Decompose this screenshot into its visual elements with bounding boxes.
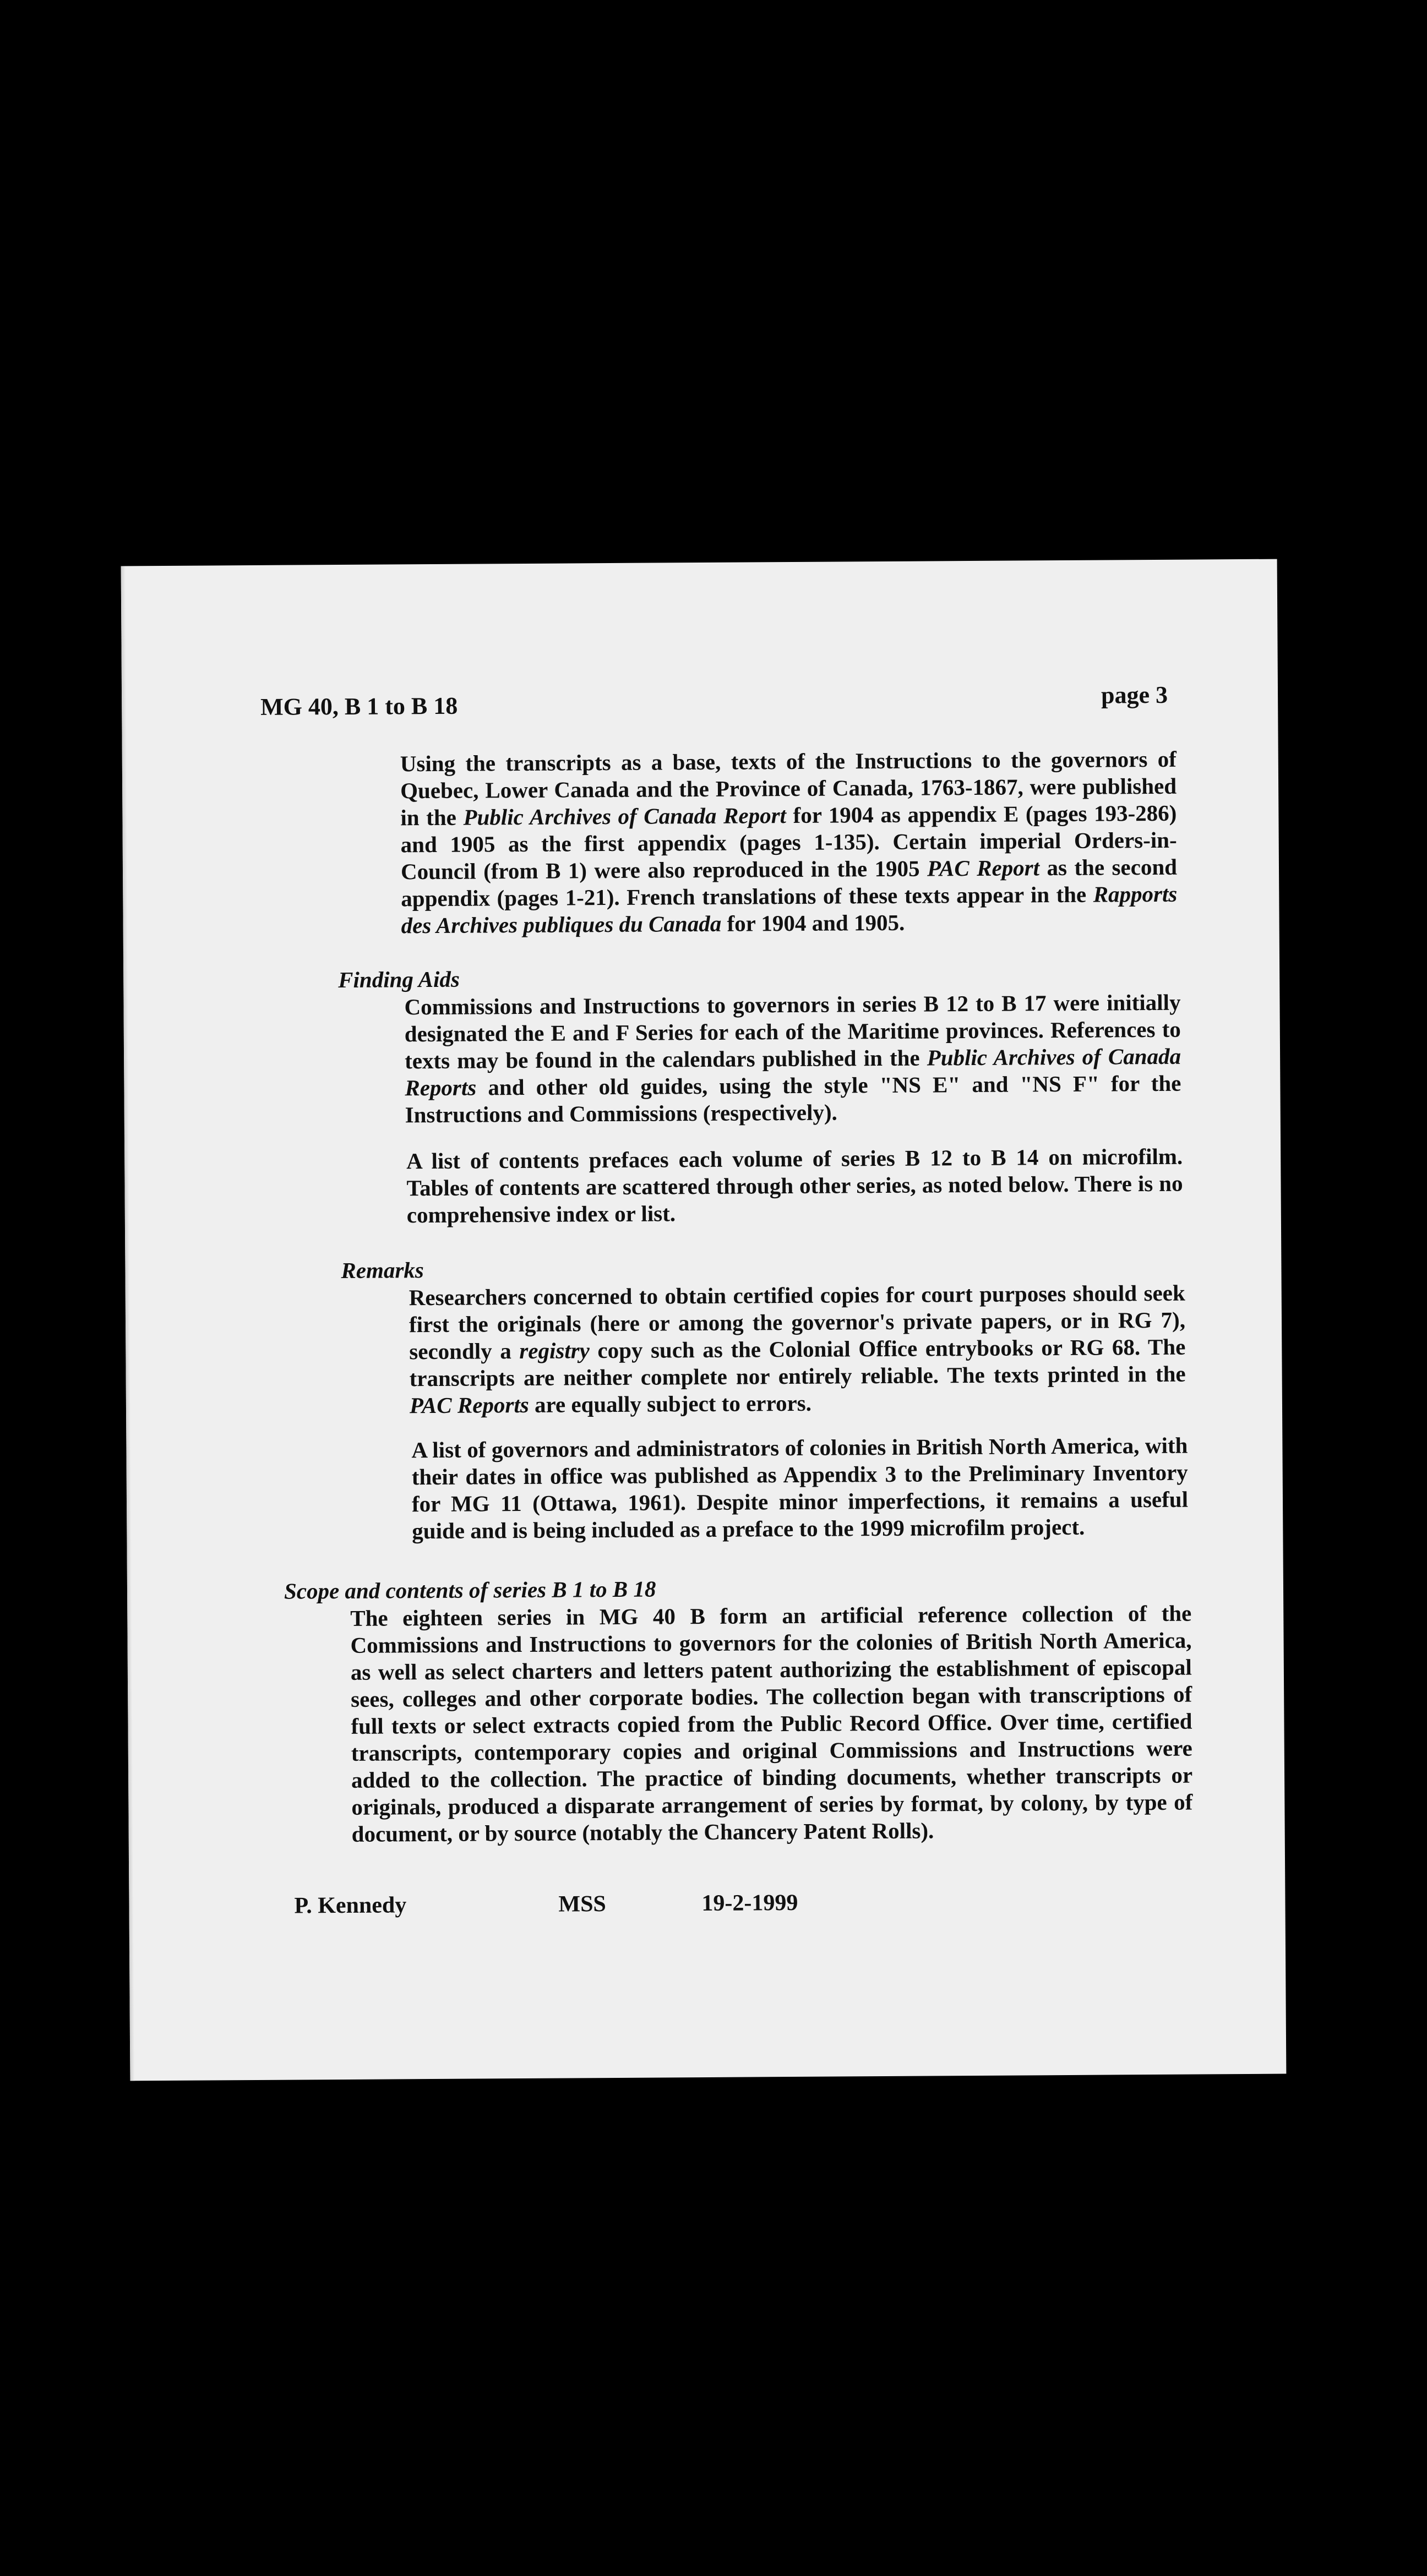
intro-text-2: for 1904 as appendix E (pages 193-286) and 1905 as the first appendix (pages 1-135). Certain imperial Orders-in-Council (from B 1) were also reproduced in the 1905 — [400, 800, 1177, 885]
intro-italic-3: Rapports des Archives publiques du Canada — [401, 881, 1178, 938]
finding-aids-paragraph-1 — [404, 989, 1181, 1129]
page-number: page 3 — [1101, 681, 1168, 709]
page-edge — [121, 566, 135, 2081]
intro-italic-2: PAC Report — [927, 855, 1040, 881]
remarks-paragraph-2: A list of governors and administrators of colonies in British North America, with their dates in office was published as Appendix 3 to the Preliminary Inventory for MG 11 (Ottawa, 1961). Despite minor imperfections, it remains a useful guide and is being included as a preface to the 1999 microfilm project. — [411, 1432, 1189, 1544]
header-reference: MG 40, B 1 to B 18 — [260, 692, 458, 721]
finding-aids-text-1: Commissions and Instructions to governors in series B 12 to B 17 were initially designated the E and F Series for each of the Maritime provinces. References to texts may be found in the calendars published in the — [404, 989, 1181, 1074]
scope-heading: Scope and contents of series B 1 to B 18 — [284, 1576, 656, 1604]
remarks-italic-1: registry — [519, 1338, 590, 1364]
finding-aids-italic-1: Public Archives of Canada Reports — [405, 1043, 1181, 1101]
remarks-heading: Remarks — [341, 1257, 424, 1284]
intro-paragraph — [400, 746, 1178, 940]
finding-aids-heading: Finding Aids — [338, 966, 460, 993]
remarks-paragraph-1 — [409, 1280, 1186, 1420]
remarks-italic-2: PAC Reports — [409, 1391, 529, 1418]
intro-text-3: as the second appendix (pages 1-21). French translations of these texts appear in the — [401, 854, 1178, 912]
intro-italic-1: Public Archives of Canada Report — [463, 803, 787, 830]
remarks-text-1: Researchers concerned to obtain certified copies for court purposes should seek first the originals (here or among the governor's private papers, or in RG 7), secondly a — [409, 1280, 1186, 1365]
intro-text-4: for 1904 and 1905. — [721, 909, 905, 936]
finding-aids-paragraph-2: A list of contents prefaces each volume of series B 12 to B 14 on microfilm. Tables of contents are scattered through other series, as noted below. There is no comprehensive index or list. — [406, 1143, 1183, 1228]
footer-date: 19-2-1999 — [701, 1890, 798, 1917]
document-page — [121, 559, 1287, 2081]
footer-author: P. Kennedy — [294, 1892, 407, 1919]
scope-paragraph: The eighteen series in MG 40 B form an artificial reference collection of the Commissions and Instructions to governors for the colonies of British North America, as well as select charters and letters patent authorizing the establishment of episcopal sees, colleges and other corporate bodies. The collection began with transcriptions of full texts or select extracts copied from the Public Record Office. Over time, certified transcripts, contemporary copies and original Commissions and Instructions were added to the collection. The practice of binding documents, whether transcripts or originals, produced a disparate arrangement of series by format, by colony, by type of document, or by source (notably the Chancery Patent Rolls). — [350, 1600, 1193, 1847]
remarks-text-3: are equally subject to errors. — [529, 1390, 812, 1417]
intro-text-1: Using the transcripts as a base, texts of the Instructions to the governors of Quebec, Lower Canada and the Province of Canada, 1763-1867, were published in the — [400, 746, 1177, 831]
footer-division: MSS — [558, 1891, 606, 1917]
remarks-text-2: copy such as the Colonial Office entrybooks or RG 68. The transcripts are neither complete nor entirely reliable. The texts printed in the — [409, 1334, 1186, 1391]
finding-aids-text-2: and other old guides, using the style "NS E" and "NS F" for the Instructions and Commissions (respectively). — [405, 1070, 1181, 1128]
